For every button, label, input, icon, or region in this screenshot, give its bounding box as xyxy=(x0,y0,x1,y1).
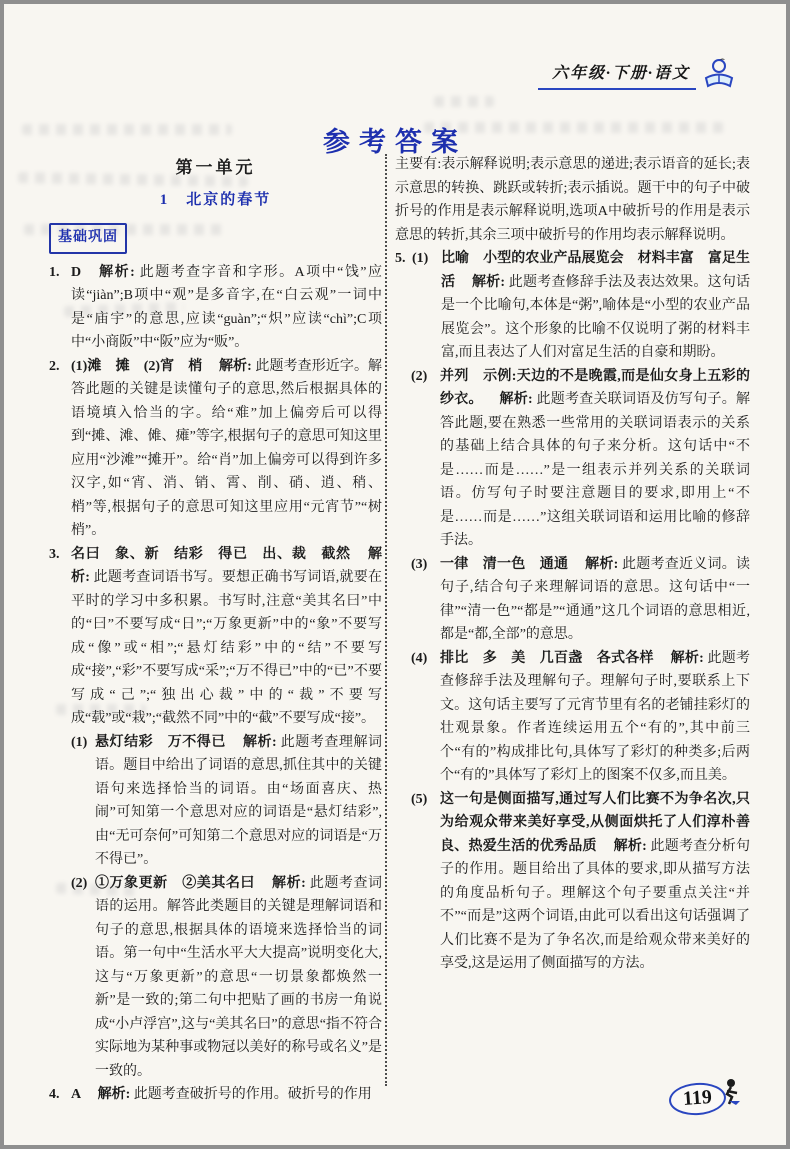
item-4-continuation: 主要有:表示解释说明;表示意思的递进;表示语音的延长;表示意思的转换、跳跃或转折;表示插说。题干中的句子中破折号的作用是表示解释说明,选项A中破折号的作用是表示意思的转折,其余三项中破折号的作用均表示解释说明。 xyxy=(395,157,750,243)
jiexi-label: 解析: xyxy=(613,838,647,854)
jiexi-label: 解析: xyxy=(499,392,533,407)
page-footer xyxy=(669,1083,744,1115)
subitem-explanation: 此题考查修辞手法及理解句子。理解句子时,要联系上下文。这句话主要写了元宵节里有名的老铺挂彩灯的壮观景象。作者连续运用五个“有的”,其中前三个“有的”构成排比句,具体写了彩灯的种类多;后两个“有的”具体写了彩灯上的图案不仅多,而且美。 xyxy=(440,650,751,783)
item-number: 5. xyxy=(395,251,406,266)
subitem-explanation: 此题考查关联词语及仿写句子。解答此题,要在熟悉一些常用的关联词语表示的关系的基础上结合具体的句子来分析。这句话中“不是……而是……”是一组表示并列关系的关联词语。仿写句子时要注意题目的要求,即用上“不是……而是……”这组关联词语和运用比喻的修辞手法。 xyxy=(440,392,751,548)
subitem-answer: 这一句是侧面描写,通过写人们比赛不为争名次,只为给观众带来美好享受,从侧面烘托了人们淳朴善良、热爱生活的优秀品质 xyxy=(440,791,750,854)
jiexi-label: 解析: xyxy=(71,546,383,585)
subitem-answer: ①万象更新 ②美其名曰 xyxy=(95,875,255,891)
page-number-badge: 119 xyxy=(668,1081,727,1117)
answer-subitem-5-3 xyxy=(411,553,750,647)
answer-subitem-3-1 xyxy=(71,731,382,872)
jiexi-label: 解析: xyxy=(218,358,252,374)
answer-subitem-5-2 xyxy=(411,365,750,553)
answer-item-4 xyxy=(49,1083,382,1107)
jiexi-label: 解析: xyxy=(242,734,277,750)
right-column xyxy=(395,150,750,1107)
item-explanation: 此题考查字音和字形。A项中“饯”应读“jiàn”;B项中“观”是多音字,在“白云观”一词中是“庙宇”的意思,应读“guàn”;“炽”应读“chì”;C项中“小商阪”中“阪”应为“贩”。 xyxy=(71,264,382,350)
item-number: 3. xyxy=(49,546,60,562)
section-badge: 基础巩固 xyxy=(49,223,127,254)
two-column-body xyxy=(49,150,750,1107)
answer-subitem-3-2 xyxy=(71,872,382,1084)
answer-item-1 xyxy=(49,261,382,355)
reading-mascot-icon xyxy=(698,54,738,99)
item-number: 4. xyxy=(49,1087,60,1102)
subitem-number: (4) xyxy=(411,650,428,666)
page-title: 参考答案 xyxy=(323,127,467,158)
subitem-explanation: 此题考查近义词。读句子,结合句子来理解词语的意思。这句话中“一律”“清一色”“都是”“通通”这几个词语的意思相近,都是“都,全部”的意思。 xyxy=(440,556,751,642)
lesson-heading: 1 北京的春节 xyxy=(159,191,272,208)
jiexi-label: 解析: xyxy=(670,650,704,666)
answer-item-3 xyxy=(49,543,382,1084)
item-answer: D xyxy=(71,264,82,280)
jiexi-label: 解析: xyxy=(97,1087,131,1102)
subitem-number: (5) xyxy=(411,791,428,807)
subitem-answer: 排比 多 美 几百盏 各式各样 xyxy=(440,650,654,666)
item-explanation: 此题考查形近字。解答此题的关键是读懂句子的意思,然后根据具体的语境填入恰当的字。给“难”加上偏旁后可以得到“摊、滩、傩、瘫”等字,根据句子的意思可知这里应用“沙滩”“摊开”。给“肖”加上偏旁可以得到许多汉字,如“宵、消、销、霄、削、硝、逍、稍、梢”等,根据句子的意思可知这里应用“元宵节”“树梢”。 xyxy=(71,358,383,538)
subitem-answer: 悬灯结彩 万不得已 xyxy=(95,734,226,750)
unit-heading: 第一单元 xyxy=(175,158,256,177)
answer-item-2 xyxy=(49,355,382,543)
answer-subitem-5-5 xyxy=(411,788,750,976)
subitem-answer: 比喻 小型的农业产品展览会 材料丰富 富足生活 xyxy=(441,251,750,290)
item-explanation: 此题考查词语书写。要想正确书写词语,就要在平时的学习中多积累。书写时,注意“美其名曰”中的“曰”不要写成“日”;“万象更新”中的“象”不要写成“像”或“相”;“悬灯结彩”中的“结”不要写成“接”,“彩”不要写成“采”;“万不得已”中的“已”不要写成“己”;“独出心裁”中的“裁”不要写成“载”或“栽”;“截然不同”中的“截”不要写成“接”。 xyxy=(71,570,382,726)
left-column xyxy=(49,150,382,1107)
subitem-number: (2) xyxy=(71,875,88,891)
item-number: 1. xyxy=(49,264,60,280)
jiexi-label: 解析: xyxy=(585,556,619,572)
subitem-number: (1) xyxy=(412,251,429,266)
subitem-number: (3) xyxy=(411,556,428,572)
item-answer: 名曰 象、新 结彩 得已 出、裁 截然 xyxy=(71,546,351,562)
subitem-number: (2) xyxy=(411,368,428,384)
subitem-answer: 一律 清一色 通通 xyxy=(440,556,569,572)
answer-subitem-5-1 xyxy=(412,247,750,365)
jiexi-label: 解析: xyxy=(471,274,506,290)
jiexi-label: 解析: xyxy=(272,875,306,891)
item-number: 2. xyxy=(49,358,60,374)
edition-label: 六年级·下册·语文 xyxy=(538,60,696,90)
subitem-explanation: 此题考查分析句子的作用。题目给出了具体的要求,即从描写方法的角度品析句子。理解这个句子要重点关注“并不”“而是”这两个词语,由此可以看出这句话强调了人们比赛不是为了争名次,而是给观众带来美好的享受,这是运用了侧面描写的方法。 xyxy=(440,838,751,971)
answer-item-5 xyxy=(395,247,750,976)
item-explanation: 此题考查破折号的作用。破折号的作用 xyxy=(133,1087,372,1102)
page-header xyxy=(476,54,736,96)
subitem-answer: 并列 示例:天边的不是晚霞,而是仙女身上五彩的纱衣。 xyxy=(440,368,750,407)
subitem-explanation: 此题考查修辞手法及表达效果。这句话是一个比喻句,本体是“粥”,喻体是“小型的农业产品展览会”。这个形象的比喻不仅说明了粥的材料丰富,而且表达了人们对富足生活的自豪和期盼。 xyxy=(441,274,751,360)
item-answer: A xyxy=(71,1087,82,1102)
bleed-through-smudge xyxy=(434,96,494,107)
subitem-explanation: 此题考查理解词语。题目中给出了词语的意思,抓住其中的关键语句来选择恰当的词语。由“场面喜庆、热闹”可知第一个意思对应的词语是“悬灯结彩”,由“无可奈何”可知第二个意思对应的词语是“万不得已”。 xyxy=(95,734,383,867)
subitem-explanation: 此题考查词语的运用。解答此类题目的关键是理解词语和句子的意思,根据具体的语境来选择恰当的词语。第一句中“生活水平大大提高”说明变化大,这与“万象更新”的意思“一切景象都焕然一新”是一致的;第二句中把贴了画的书房一角说成“小卢浮宫”,这与“美其名曰”的意思“指不符合实际地为某种事或物冠以美好的称号或名义”是一致的。 xyxy=(95,875,383,1079)
answer-subitem-5-4 xyxy=(411,647,750,788)
jiexi-label: 解析: xyxy=(99,264,135,280)
column-divider xyxy=(385,154,387,1086)
item-answer: (1)滩 摊 (2)宵 梢 xyxy=(71,358,203,374)
subitem-number: (1) xyxy=(71,734,88,750)
